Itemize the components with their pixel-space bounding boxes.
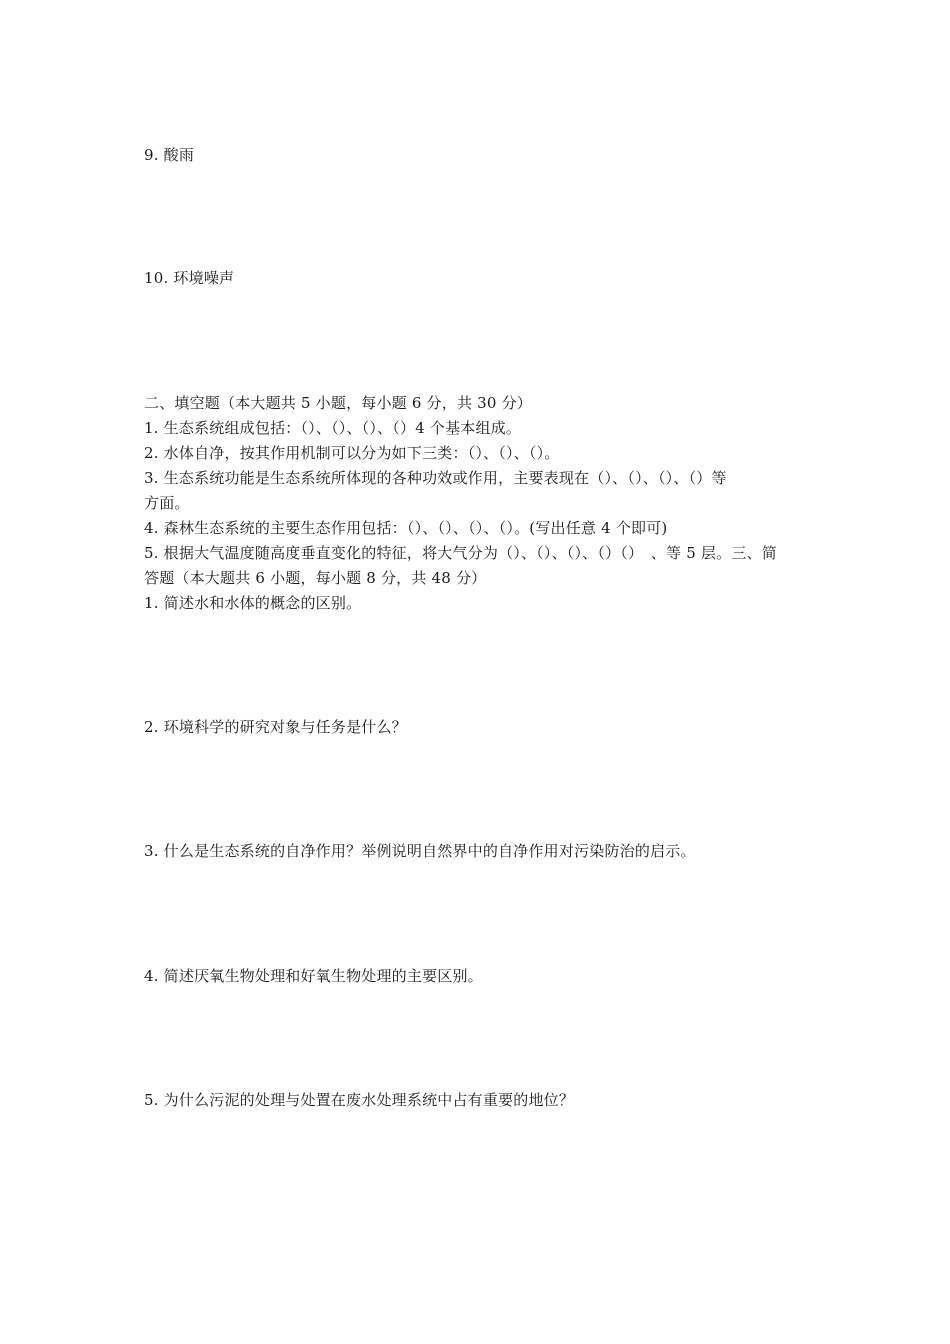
term-q10: 10. 环境噪声 (144, 269, 235, 287)
fill-blank-q3-line1: 3. 生态系统功能是生态系统所体现的各种功效或作用，主要表现在（）、（）、（）、（）等 (144, 469, 727, 487)
short-answer-q1: 1. 简述水和水体的概念的区别。 (144, 594, 362, 612)
fill-blank-q1: 1. 生态系统组成包括：（）、（）、（）、（）4 个基本组成。 (144, 419, 522, 437)
short-answer-q3: 3. 什么是生态系统的自净作用？举例说明自然界中的自净作用对污染防治的启示。 (144, 842, 696, 860)
short-answer-q5: 5. 为什么污泥的处理与处置在废水处理系统中占有重要的地位？ (144, 1091, 575, 1109)
fill-blank-q2: 2. 水体自净，按其作用机制可以分为如下三类：（）、（）、（）。 (144, 444, 560, 462)
fill-blank-q4: 4. 森林生态系统的主要生态作用包括：（）、（）、（）、（）。(写出任意 4 个即可) (144, 519, 668, 537)
fill-blank-q3-line2: 方面。 (144, 494, 190, 512)
fill-blank-heading: 二、填空题（本大题共 5 小题，每小题 6 分，共 30 分） (144, 394, 532, 412)
term-q9: 9. 酸雨 (144, 146, 195, 164)
short-answer-q4: 4. 简述厌氧生物处理和好氧生物处理的主要区别。 (144, 967, 483, 985)
fill-blank-q5-line1: 5. 根据大气温度随高度垂直变化的特征，将大气分为（）、（）、（）、（）（） 、等 5 层。三、简 (144, 544, 777, 562)
fill-blank-q5-line2: 答题（本大题共 6 小题，每小题 8 分，共 48 分） (144, 569, 487, 587)
short-answer-q2: 2. 环境科学的研究对象与任务是什么？ (144, 718, 407, 736)
